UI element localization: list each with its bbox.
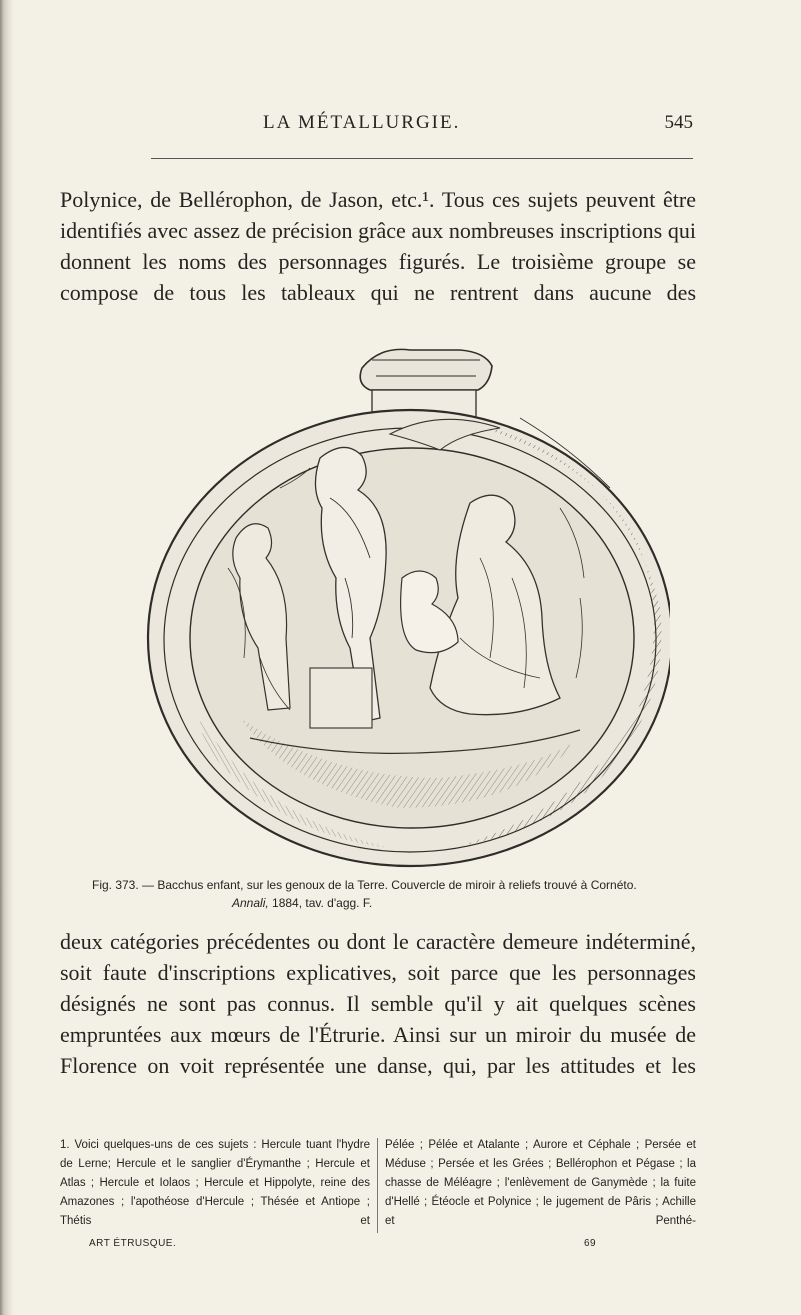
- header-title: LA MÉTALLURGIE.: [263, 112, 461, 133]
- caption-source-italic: Annali,: [232, 896, 269, 910]
- paragraph-2: deux catégories précédentes ou dont le caractère demeure indéterminé, soit faute d'inscriptions explicatives, soit parce que les personnages désignés ne sont pas connus. Il semble qu'il y ait quelques scènes empruntées aux mœurs de l'Étrurie. Ainsi sur un miroir du musée de Florence on voit représentée une danse, qui, par les attitudes et les: [60, 929, 696, 1078]
- caption-line-2: [232, 895, 372, 912]
- caption-line-1: Fig. 373. — Bacchus enfant, sur les genoux de la Terre. Couvercle de miroir à reliefs trouvé à Cornéto.: [92, 878, 637, 892]
- footnote-left-column: 1. Voici quelques-uns de ces sujets : Hercule tuant l'hydre de Lerne; Hercule et le sanglier d'Érymanthe ; Hercule et Atlas ; Hercule et Iolaos ; Hercule et Hippolyte, reine des Amazones ; l'apothéose d'Hercule ; Thésée et Antiope ; Thétis et: [60, 1139, 370, 1227]
- header-rule: [151, 158, 693, 159]
- signature-mark: ART ÉTRUSQUE.: [89, 1238, 177, 1249]
- paragraph-1: Polynice, de Bellérophon, de Jason, etc.¹. Tous ces sujets peuvent être identifiés avec assez de précision grâce aux nombreuses inscriptions qui donnent les noms des personnages figurés. Le troisième groupe se compose de tous les tableaux qui ne rentrent dans aucune des: [60, 187, 696, 305]
- running-header: [148, 112, 693, 136]
- footnote-right-column: Pélée ; Pélée et Atalante ; Aurore et Céphale ; Persée et Méduse ; Persée et les Grées ; Bellérophon et Pégase ; la chasse de Méléagre ; l'enlèvement de Ganymède ; la fuite d'Hellé ; Étéocle et Polynice ; le jugement de Pâris ; Achille et Penthé-: [385, 1139, 696, 1227]
- signature-number: 69: [584, 1238, 597, 1249]
- mirror-cover-illustration: [140, 338, 670, 868]
- caption-source-rest: 1884, tav. d'agg. F.: [268, 896, 373, 910]
- page-number: 545: [664, 112, 693, 133]
- footnote-column-divider: [377, 1138, 378, 1233]
- binding-edge: [0, 0, 14, 1315]
